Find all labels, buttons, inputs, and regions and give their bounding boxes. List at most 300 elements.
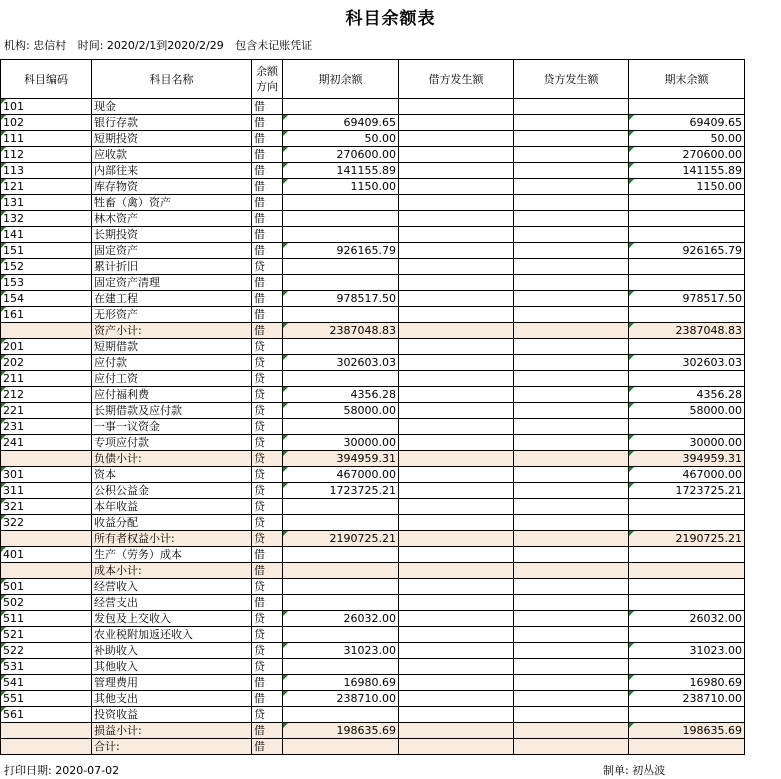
cell-direction: 贷 — [252, 627, 283, 643]
cell-name: 负债小计: — [92, 451, 252, 467]
table-row — [1, 163, 745, 179]
cell-code — [1, 323, 92, 339]
cell-opening: 16980.69 — [283, 675, 399, 691]
cell-debit — [399, 179, 514, 195]
cell-code: 101 — [1, 99, 92, 115]
cell-opening — [283, 259, 399, 275]
cell-credit — [514, 211, 629, 227]
report-title: 科目余额表 — [345, 9, 436, 29]
cell-credit — [514, 195, 629, 211]
cell-opening: 926165.79 — [283, 243, 399, 259]
cell-name: 牲畜（禽）资产 — [92, 195, 252, 211]
cell-credit — [514, 579, 629, 595]
cell-credit — [514, 531, 629, 547]
table-row — [1, 691, 745, 707]
cell-name: 短期投资 — [92, 131, 252, 147]
table-row — [1, 211, 745, 227]
cell-credit — [514, 595, 629, 611]
cell-direction: 借 — [252, 243, 283, 259]
cell-code: 401 — [1, 547, 92, 563]
cell-code — [1, 739, 92, 755]
cell-code: 531 — [1, 659, 92, 675]
table-row — [1, 339, 745, 355]
table-row — [1, 355, 745, 371]
table-row — [1, 259, 745, 275]
note-label: 包含未记账凭证 — [235, 39, 313, 52]
cell-debit — [399, 547, 514, 563]
cell-closing — [629, 307, 745, 323]
cell-name: 发包及上交收入 — [92, 611, 252, 627]
cell-closing: 2387048.83 — [629, 323, 745, 339]
header-direction — [252, 60, 283, 99]
period-label: 时间: 2020/2/1到2020/2/29 — [77, 39, 224, 52]
cell-closing — [629, 99, 745, 115]
cell-direction: 贷 — [252, 435, 283, 451]
cell-debit — [399, 675, 514, 691]
cell-credit — [514, 371, 629, 387]
cell-closing — [629, 339, 745, 355]
cell-closing — [629, 595, 745, 611]
cell-name: 应付福利费 — [92, 387, 252, 403]
cell-debit — [399, 499, 514, 515]
table-row — [1, 675, 745, 691]
table-row — [1, 387, 745, 403]
cell-closing: 978517.50 — [629, 291, 745, 307]
cell-debit — [399, 387, 514, 403]
cell-closing — [629, 515, 745, 531]
cell-closing: 302603.03 — [629, 355, 745, 371]
cell-name: 资产小计: — [92, 323, 252, 339]
cell-code: 561 — [1, 707, 92, 723]
cell-code: 153 — [1, 275, 92, 291]
cell-debit — [399, 243, 514, 259]
org-label: 机构: 忠信村 — [4, 39, 67, 52]
cell-opening — [283, 307, 399, 323]
cell-closing — [629, 195, 745, 211]
cell-credit — [514, 451, 629, 467]
table-row — [1, 179, 745, 195]
cell-credit — [514, 739, 629, 755]
cell-code: 511 — [1, 611, 92, 627]
cell-credit — [514, 515, 629, 531]
cell-direction: 借 — [252, 99, 283, 115]
cell-opening — [283, 515, 399, 531]
cell-direction: 贷 — [252, 499, 283, 515]
cell-code: 221 — [1, 403, 92, 419]
cell-code: 202 — [1, 355, 92, 371]
cell-debit — [399, 627, 514, 643]
header-code: 科目编码 — [1, 60, 92, 99]
cell-credit — [514, 707, 629, 723]
cell-opening: 4356.28 — [283, 387, 399, 403]
cell-code — [1, 563, 92, 579]
cell-name: 长期借款及应付款 — [92, 403, 252, 419]
cell-code: 522 — [1, 643, 92, 659]
cell-direction: 贷 — [252, 531, 283, 547]
cell-opening: 978517.50 — [283, 291, 399, 307]
cell-credit — [514, 163, 629, 179]
table-row — [1, 147, 745, 163]
cell-opening — [283, 275, 399, 291]
cell-code — [1, 451, 92, 467]
cell-credit — [514, 547, 629, 563]
cell-credit — [514, 339, 629, 355]
cell-closing: 16980.69 — [629, 675, 745, 691]
cell-closing: 238710.00 — [629, 691, 745, 707]
cell-debit — [399, 659, 514, 675]
cell-code: 322 — [1, 515, 92, 531]
cell-opening — [283, 211, 399, 227]
cell-name: 固定资产清理 — [92, 275, 252, 291]
cell-opening: 302603.03 — [283, 355, 399, 371]
cell-code: 154 — [1, 291, 92, 307]
cell-debit — [399, 467, 514, 483]
cell-opening — [283, 99, 399, 115]
cell-name: 管理费用 — [92, 675, 252, 691]
cell-name: 补助收入 — [92, 643, 252, 659]
subtotal-row — [1, 739, 745, 755]
header-direction-line2: 方向 — [256, 80, 278, 93]
cell-closing: 394959.31 — [629, 451, 745, 467]
table-body — [1, 99, 745, 755]
cell-debit — [399, 451, 514, 467]
cell-name: 无形资产 — [92, 307, 252, 323]
cell-opening: 50.00 — [283, 131, 399, 147]
cell-credit — [514, 563, 629, 579]
table-row — [1, 403, 745, 419]
cell-closing: 50.00 — [629, 131, 745, 147]
cell-credit — [514, 611, 629, 627]
cell-closing: 31023.00 — [629, 643, 745, 659]
cell-code: 551 — [1, 691, 92, 707]
cell-closing — [629, 707, 745, 723]
cell-code: 241 — [1, 435, 92, 451]
cell-closing — [629, 739, 745, 755]
cell-opening — [283, 227, 399, 243]
cell-debit — [399, 691, 514, 707]
maker: 制单: 初丛波 — [603, 764, 666, 777]
cell-name: 库存物资 — [92, 179, 252, 195]
cell-name: 累计折旧 — [92, 259, 252, 275]
cell-opening — [283, 563, 399, 579]
cell-direction: 贷 — [252, 659, 283, 675]
cell-opening: 69409.65 — [283, 115, 399, 131]
cell-credit — [514, 419, 629, 435]
cell-name: 其他收入 — [92, 659, 252, 675]
cell-direction: 借 — [252, 595, 283, 611]
cell-closing: 58000.00 — [629, 403, 745, 419]
cell-code: 152 — [1, 259, 92, 275]
cell-direction: 借 — [252, 291, 283, 307]
table-row — [1, 659, 745, 675]
report-info — [4, 37, 320, 53]
cell-name: 银行存款 — [92, 115, 252, 131]
cell-credit — [514, 643, 629, 659]
header-opening: 期初余额 — [283, 60, 399, 99]
cell-closing — [629, 547, 745, 563]
table-row — [1, 243, 745, 259]
cell-closing — [629, 259, 745, 275]
cell-direction: 借 — [252, 115, 283, 131]
table-header-row — [1, 60, 745, 99]
cell-direction: 贷 — [252, 387, 283, 403]
cell-code: 102 — [1, 115, 92, 131]
cell-debit — [399, 371, 514, 387]
table-row — [1, 275, 745, 291]
cell-debit — [399, 131, 514, 147]
balance-table — [0, 59, 745, 755]
cell-direction: 借 — [252, 739, 283, 755]
cell-credit — [514, 147, 629, 163]
cell-name: 专项应付款 — [92, 435, 252, 451]
cell-name: 应收款 — [92, 147, 252, 163]
cell-credit — [514, 291, 629, 307]
cell-code: 501 — [1, 579, 92, 595]
cell-name: 现金 — [92, 99, 252, 115]
cell-direction: 借 — [252, 547, 283, 563]
cell-direction: 贷 — [252, 259, 283, 275]
cell-closing — [629, 659, 745, 675]
cell-code: 541 — [1, 675, 92, 691]
cell-debit — [399, 291, 514, 307]
cell-name: 资本 — [92, 467, 252, 483]
table-row — [1, 643, 745, 659]
cell-direction: 借 — [252, 323, 283, 339]
cell-name: 短期借款 — [92, 339, 252, 355]
cell-closing — [629, 563, 745, 579]
table-row — [1, 227, 745, 243]
cell-name: 应付款 — [92, 355, 252, 371]
cell-direction: 贷 — [252, 371, 283, 387]
cell-debit — [399, 531, 514, 547]
cell-closing: 1150.00 — [629, 179, 745, 195]
cell-code: 212 — [1, 387, 92, 403]
cell-name: 一事一议资金 — [92, 419, 252, 435]
cell-debit — [399, 723, 514, 739]
table-row — [1, 707, 745, 723]
cell-debit — [399, 483, 514, 499]
cell-direction: 贷 — [252, 643, 283, 659]
cell-direction: 借 — [252, 195, 283, 211]
cell-direction: 借 — [252, 147, 283, 163]
cell-credit — [514, 499, 629, 515]
cell-opening: 2190725.21 — [283, 531, 399, 547]
table-row — [1, 419, 745, 435]
cell-debit — [399, 307, 514, 323]
subtotal-row — [1, 531, 745, 547]
cell-debit — [399, 195, 514, 211]
cell-opening — [283, 195, 399, 211]
cell-opening: 467000.00 — [283, 467, 399, 483]
cell-name: 林木资产 — [92, 211, 252, 227]
cell-opening — [283, 579, 399, 595]
cell-name: 经营支出 — [92, 595, 252, 611]
cell-credit — [514, 675, 629, 691]
header-debit: 借方发生额 — [399, 60, 514, 99]
cell-name: 应付工资 — [92, 371, 252, 387]
cell-direction: 借 — [252, 675, 283, 691]
cell-debit — [399, 355, 514, 371]
cell-credit — [514, 627, 629, 643]
cell-name: 本年收益 — [92, 499, 252, 515]
table-row — [1, 483, 745, 499]
cell-code: 211 — [1, 371, 92, 387]
cell-opening — [283, 627, 399, 643]
cell-code: 132 — [1, 211, 92, 227]
table-row — [1, 115, 745, 131]
cell-opening — [283, 595, 399, 611]
cell-direction: 贷 — [252, 467, 283, 483]
cell-credit — [514, 403, 629, 419]
cell-name: 合计: — [92, 739, 252, 755]
cell-code: 311 — [1, 483, 92, 499]
cell-opening — [283, 707, 399, 723]
cell-opening: 1723725.21 — [283, 483, 399, 499]
header-credit: 贷方发生额 — [514, 60, 629, 99]
table-row — [1, 547, 745, 563]
cell-code: 521 — [1, 627, 92, 643]
cell-closing: 270600.00 — [629, 147, 745, 163]
cell-debit — [399, 323, 514, 339]
cell-name: 农业税附加返还收入 — [92, 627, 252, 643]
cell-credit — [514, 259, 629, 275]
cell-direction: 贷 — [252, 339, 283, 355]
cell-name: 公积公益金 — [92, 483, 252, 499]
cell-direction: 借 — [252, 227, 283, 243]
cell-debit — [399, 435, 514, 451]
table-row — [1, 515, 745, 531]
cell-direction: 贷 — [252, 611, 283, 627]
cell-opening — [283, 339, 399, 355]
cell-opening — [283, 659, 399, 675]
cell-direction: 借 — [252, 131, 283, 147]
cell-credit — [514, 659, 629, 675]
cell-opening: 198635.69 — [283, 723, 399, 739]
cell-closing — [629, 627, 745, 643]
cell-closing: 926165.79 — [629, 243, 745, 259]
cell-debit — [399, 611, 514, 627]
cell-closing — [629, 419, 745, 435]
cell-credit — [514, 323, 629, 339]
cell-closing: 198635.69 — [629, 723, 745, 739]
cell-debit — [399, 115, 514, 131]
cell-code: 321 — [1, 499, 92, 515]
cell-opening — [283, 739, 399, 755]
cell-closing — [629, 579, 745, 595]
cell-closing: 467000.00 — [629, 467, 745, 483]
cell-opening: 31023.00 — [283, 643, 399, 659]
cell-direction: 贷 — [252, 355, 283, 371]
cell-name: 收益分配 — [92, 515, 252, 531]
cell-direction: 贷 — [252, 483, 283, 499]
cell-opening: 30000.00 — [283, 435, 399, 451]
cell-code: 141 — [1, 227, 92, 243]
cell-name: 经营收入 — [92, 579, 252, 595]
cell-code: 111 — [1, 131, 92, 147]
cell-direction: 贷 — [252, 403, 283, 419]
cell-direction: 贷 — [252, 515, 283, 531]
cell-opening: 394959.31 — [283, 451, 399, 467]
cell-credit — [514, 435, 629, 451]
cell-closing: 141155.89 — [629, 163, 745, 179]
cell-direction: 贷 — [252, 419, 283, 435]
table-row — [1, 627, 745, 643]
cell-debit — [399, 259, 514, 275]
cell-closing: 69409.65 — [629, 115, 745, 131]
cell-credit — [514, 99, 629, 115]
cell-debit — [399, 595, 514, 611]
cell-debit — [399, 211, 514, 227]
table-row — [1, 579, 745, 595]
cell-code — [1, 723, 92, 739]
cell-code — [1, 531, 92, 547]
cell-name: 内部往来 — [92, 163, 252, 179]
subtotal-row — [1, 323, 745, 339]
table-row — [1, 195, 745, 211]
cell-debit — [399, 147, 514, 163]
print-date: 打印日期: 2020-07-02 — [4, 764, 120, 777]
subtotal-row — [1, 723, 745, 739]
cell-closing — [629, 227, 745, 243]
table-row — [1, 307, 745, 323]
cell-debit — [399, 739, 514, 755]
table-row — [1, 99, 745, 115]
cell-direction: 借 — [252, 307, 283, 323]
cell-debit — [399, 275, 514, 291]
cell-opening: 58000.00 — [283, 403, 399, 419]
cell-closing: 4356.28 — [629, 387, 745, 403]
cell-closing: 30000.00 — [629, 435, 745, 451]
cell-closing — [629, 499, 745, 515]
cell-opening: 238710.00 — [283, 691, 399, 707]
cell-credit — [514, 387, 629, 403]
cell-opening — [283, 371, 399, 387]
table-row — [1, 467, 745, 483]
cell-debit — [399, 563, 514, 579]
cell-name: 生产（劳务）成本 — [92, 547, 252, 563]
table-row — [1, 131, 745, 147]
cell-opening — [283, 547, 399, 563]
cell-direction: 借 — [252, 691, 283, 707]
cell-closing — [629, 275, 745, 291]
header-direction-line1: 余额 — [256, 65, 278, 78]
cell-closing: 1723725.21 — [629, 483, 745, 499]
cell-name: 其他支出 — [92, 691, 252, 707]
cell-code: 502 — [1, 595, 92, 611]
table-row — [1, 499, 745, 515]
cell-name: 长期投资 — [92, 227, 252, 243]
cell-credit — [514, 275, 629, 291]
cell-credit — [514, 179, 629, 195]
cell-credit — [514, 307, 629, 323]
cell-credit — [514, 227, 629, 243]
cell-name: 成本小计: — [92, 563, 252, 579]
cell-direction: 贷 — [252, 707, 283, 723]
cell-code: 301 — [1, 467, 92, 483]
cell-name: 固定资产 — [92, 243, 252, 259]
cell-debit — [399, 99, 514, 115]
cell-direction: 借 — [252, 723, 283, 739]
cell-name: 所有者权益小计: — [92, 531, 252, 547]
cell-code: 201 — [1, 339, 92, 355]
cell-code: 121 — [1, 179, 92, 195]
cell-debit — [399, 403, 514, 419]
table-row — [1, 611, 745, 627]
cell-debit — [399, 707, 514, 723]
cell-direction: 贷 — [252, 451, 283, 467]
cell-credit — [514, 467, 629, 483]
cell-opening: 141155.89 — [283, 163, 399, 179]
